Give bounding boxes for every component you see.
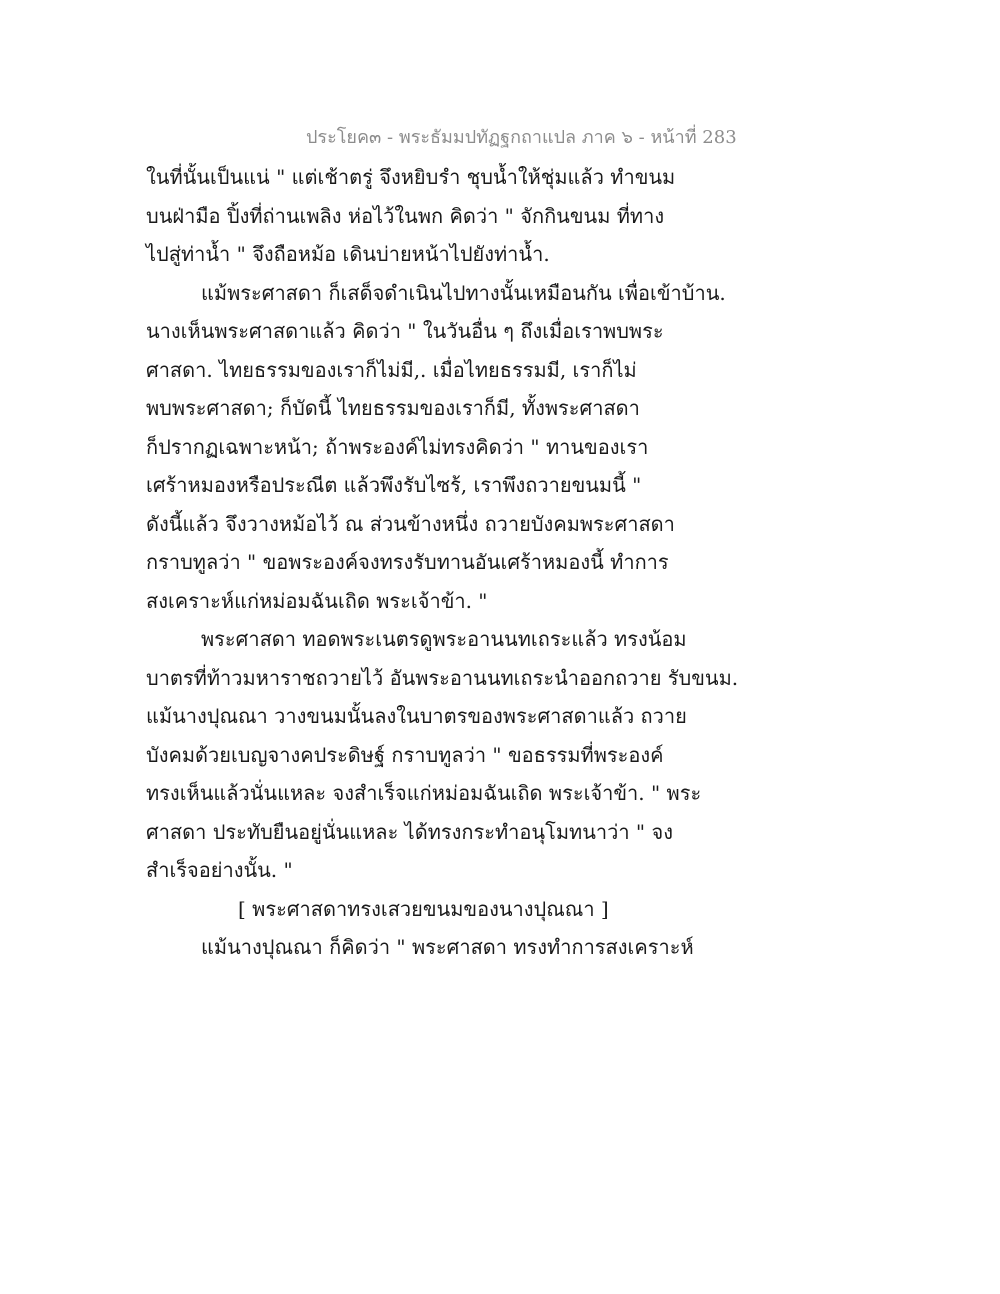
text-line: สงเคราะห์แก่หม่อมฉันเถิด พระเจ้าข้า. " [146, 588, 488, 613]
text-line: พบพระศาสดา; ก็บัดนี้ ไทยธรรมของเราก็มี, ทั้งพระศาสดา [146, 396, 640, 420]
text-line: ไปสู่ท่าน้ำ " จึงถือหม้อ เดินบ่ายหน้าไปยังท่าน้ำ. [146, 242, 550, 266]
body-text [146, 158, 746, 967]
text-line: ก็ปรากฏเฉพาะหน้า; ถ้าพระองค์ไม่ทรงคิดว่า " ทานของเรา [146, 434, 649, 459]
text-line: ศาสดา. ไทยธรรมของเราก็ไม่มี,. เมื่อไทยธรรมมี, เราก็ไม่ [146, 357, 637, 382]
text-line: ดังนี้แล้ว จึงวางหม้อไว้ ณ ส่วนข้างหนึ่ง ถวายบังคมพระศาสดา [146, 511, 675, 536]
paragraph-start-line: พระศาสดา ทอดพระเนตรดูพระอานนทเถระแล้ว ทรงน้อม [201, 627, 687, 651]
text-line: กราบทูลว่า " ขอพระองค์จงทรงรับทานอันเศร้าหมองนี้ ทำการ [146, 550, 669, 574]
section-heading: [ พระศาสดาทรงเสวยขนมของนางปุณณา ] [238, 896, 609, 921]
text-line: ศาสดา ประทับยืนอยู่นั่นแหละ ได้ทรงกระทำอนุโมทนาว่า " จง [146, 819, 673, 844]
text-line: เศร้าหมองหรือประณีต แล้วพึงรับไซร้, เราพึงถวายขนมนี้ " [146, 473, 642, 497]
text-line: บนฝ่ามือ ปิ้งที่ถ่านเพลิง ห่อไว้ในพก คิดว่า " จักกินขนม ที่ทาง [146, 203, 665, 228]
text-line: บาตรที่ท้าวมหาราชถวายไว้ อันพระอานนทเถระนำออกถวาย รับขนม. [146, 665, 739, 690]
paragraph-start-line: แม้พระศาสดา ก็เสด็จดำเนินไปทางนั้นเหมือนกัน เพื่อเข้าบ้าน. [201, 280, 726, 305]
text-line: ในที่นั้นเป็นแน่ " แต่เช้าตรู่ จึงหยิบรำ ชุบน้ำให้ชุ่มแล้ว ทำขนม [146, 165, 676, 189]
paragraph-start-line: แม้นางปุณณา ก็คิดว่า " พระศาสดา ทรงทำการสงเคราะห์ [201, 935, 694, 959]
text-line: แม้นางปุณณา วางขนมนั้นลงในบาตรของพระศาสดาแล้ว ถวาย [146, 704, 687, 728]
running-header: ประโยค๓ - พระธัมมปทัฏฐกถาแปล ภาค ๖ - หน้าที่ 283 [306, 127, 737, 148]
text-line: นางเห็นพระศาสดาแล้ว คิดว่า " ในวันอื่น ๆ ถึงเมื่อเราพบพระ [146, 319, 664, 343]
text-line: สำเร็จอย่างนั้น. " [146, 858, 293, 882]
text-line: ทรงเห็นแล้วนั่นแหละ จงสำเร็จแก่หม่อมฉันเถิด พระเจ้าข้า. " พระ [146, 781, 702, 805]
text-line: บังคมด้วยเบญจางคประดิษฐ์ กราบทูลว่า " ขอธรรมที่พระองค์ [146, 742, 664, 767]
